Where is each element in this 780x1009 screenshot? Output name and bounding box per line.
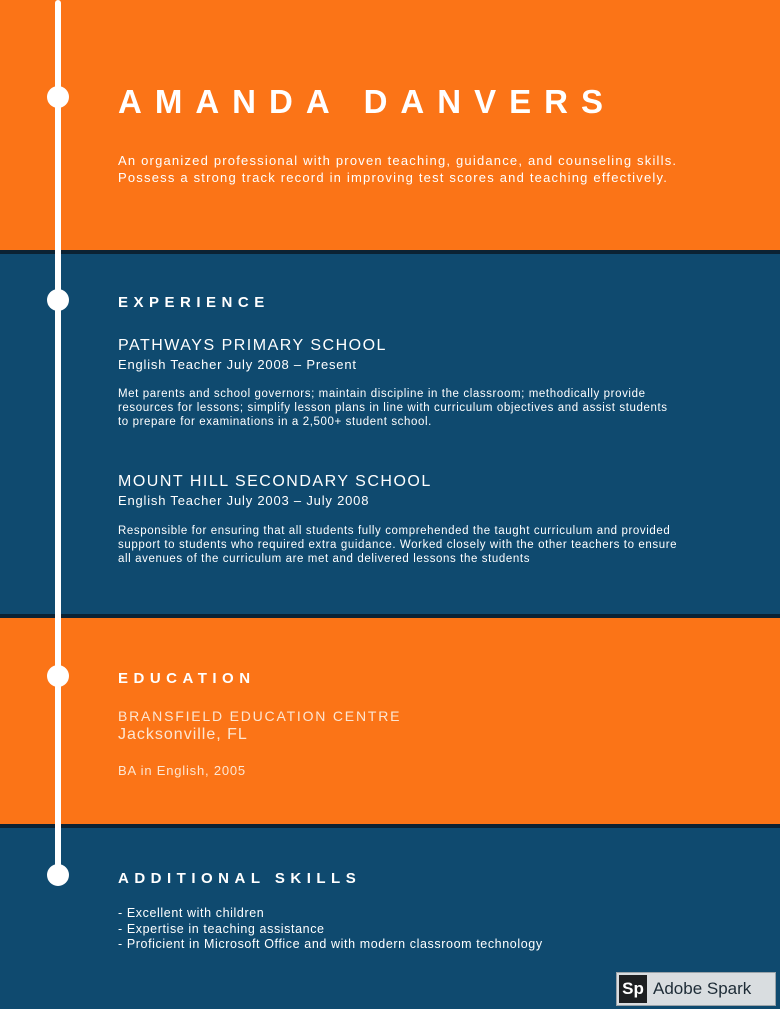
job-role: English Teacher July 2003 – July 2008 xyxy=(118,493,370,508)
education-school: BRANSFIELD EDUCATION CENTRE xyxy=(118,708,402,724)
experience-section xyxy=(118,294,270,311)
education-degree: BA in English, 2005 xyxy=(118,763,246,778)
skills-list-block xyxy=(118,906,543,953)
job-school: MOUNT HILL SECONDARY SCHOOL xyxy=(118,473,432,490)
job-school: PATHWAYS PRIMARY SCHOOL xyxy=(118,337,387,354)
summary-text: An organized professional with proven teaching, guidance, and counseling skills. Possess a strong track record in improving test scores and teaching effectively. xyxy=(118,153,678,185)
adobe-spark-label: Adobe Spark xyxy=(653,979,752,998)
header-band xyxy=(0,0,780,250)
job-entry xyxy=(118,473,432,508)
timeline-dot-education xyxy=(47,665,69,687)
skills-list xyxy=(118,906,543,953)
job-description-block xyxy=(118,387,678,429)
education-title: EDUCATION xyxy=(118,670,256,687)
experience-title: EXPERIENCE xyxy=(118,294,270,311)
skills-section xyxy=(118,870,361,887)
job-description: Met parents and school governors; maintain discipline in the classroom; methodically provide resources for lessons; simplify lesson plans in line with curriculum objectives and assist students to prepare for examinations in a 2,500+ student school. xyxy=(118,388,668,428)
education-entry xyxy=(118,708,401,744)
job-role: English Teacher July 2008 – Present xyxy=(118,357,357,372)
timeline-line xyxy=(55,0,61,880)
skills-title: ADDITIONAL SKILLS xyxy=(118,870,362,887)
timeline-dot-header xyxy=(47,86,69,108)
adobe-spark-badge[interactable] xyxy=(616,972,776,1006)
header-section xyxy=(118,83,616,121)
candidate-name: AMANDA DANVERS xyxy=(118,83,616,120)
adobe-spark-logo-icon: Sp xyxy=(619,975,647,1003)
education-location: Jacksonville, FL xyxy=(118,726,248,743)
education-section xyxy=(118,670,256,687)
job-entry xyxy=(118,337,387,372)
summary-section xyxy=(118,152,698,186)
skill-item: - Proficient in Microsoft Office and with modern classroom technology xyxy=(118,937,543,951)
skill-item: - Excellent with children xyxy=(118,906,265,920)
skill-item: - Expertise in teaching assistance xyxy=(118,921,325,936)
education-degree-block xyxy=(118,763,246,778)
job-description-block xyxy=(118,524,678,566)
timeline-dot-skills xyxy=(47,864,69,886)
timeline-dot-experience xyxy=(47,289,69,311)
job-description: Responsible for ensuring that all students fully comprehended the taught curriculum and provided support to students who required extra guidance. Worked closely with the other teachers to ensure all avenues of the curriculum are met and delivered lessons the students xyxy=(118,525,678,565)
